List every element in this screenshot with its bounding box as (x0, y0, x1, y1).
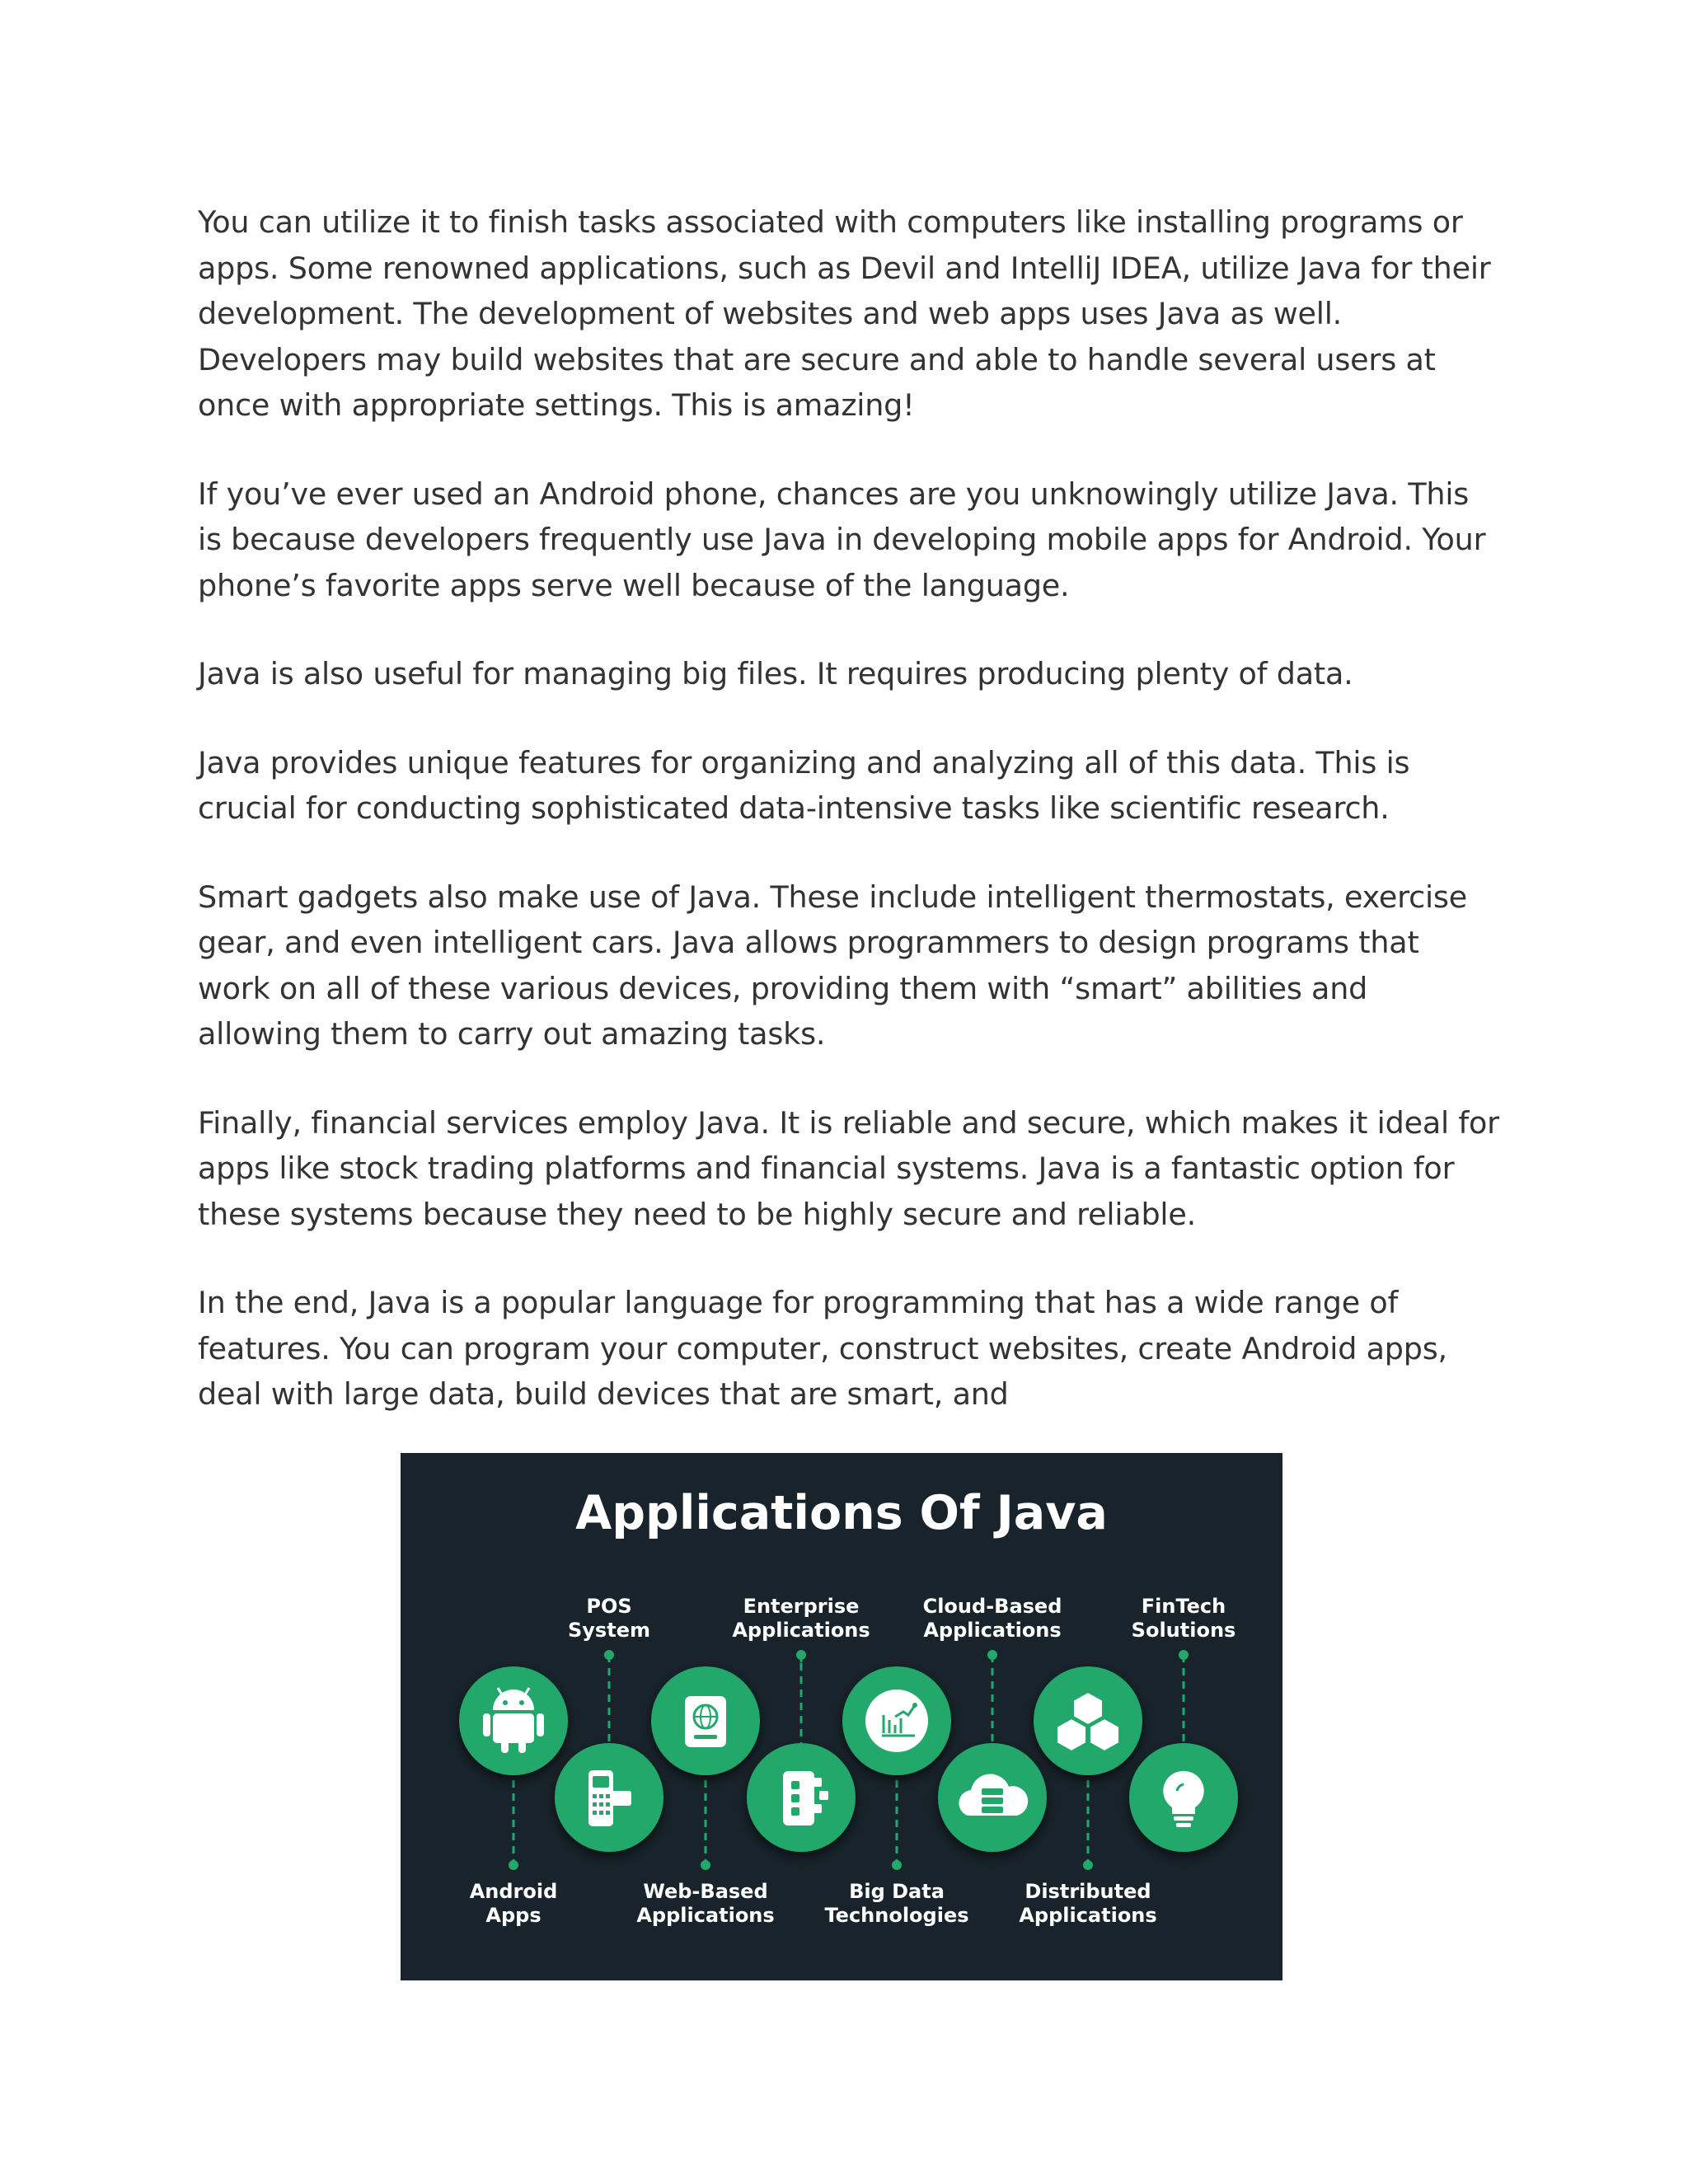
label-android-line2: Apps (485, 1904, 542, 1927)
bottom-labels (470, 1880, 1157, 1927)
label-enterprise-line1: Enterprise (743, 1595, 860, 1618)
paragraph-financial: Finally, financial services employ Java. It is reliable and secure, which makes it ideal for apps like stock trading platforms and financial systems. Java is a fantastic option for these systems because they need to be highly secure and reliable. (198, 1104, 1499, 1232)
node-android (459, 1666, 568, 1775)
label-web-line2: Applications (636, 1904, 775, 1927)
paragraph-android: If you’ve ever used an Android phone, chances are you unknowingly utilize Java. This is because developers frequently use Java in developing mobile apps for Android. Your phone’s favorite apps serve well because of the language. (198, 476, 1486, 603)
label-fintech-line2: Solutions (1131, 1619, 1236, 1642)
node-cloud (938, 1743, 1047, 1852)
label-bigdata-line2: Technologies (824, 1904, 969, 1927)
label-fintech-line1: FinTech (1141, 1595, 1226, 1618)
label-web-line1: Web-Based (643, 1880, 768, 1903)
label-cloud-line1: Cloud-Based (922, 1595, 1062, 1618)
label-pos-line1: POS (586, 1595, 632, 1618)
paragraph-smart-gadgets: Smart gadgets also make use of Java. These include intelligent thermostats, exercise gear, and even intelligent cars. Java allows programmers to design programs that work on all of these various devices, providing them with “smart” abilities and allowing them to carry out amazing tasks. (198, 879, 1467, 1052)
node-enterprise (747, 1743, 856, 1852)
node-big-data (842, 1666, 951, 1775)
top-labels (568, 1595, 1236, 1642)
label-android-line1: Android (469, 1880, 558, 1903)
paragraph-desktop-apps: You can utilize it to finish tasks associated with computers like installing programs or apps. Some renowned applications, such as Devil and IntelliJ IDEA, utilize Java for their development. The development of websites and web apps uses Java as well. Developers may build websites that are secure and able to handle several users at once with appropriate settings. This is amazing! (198, 204, 1491, 423)
label-enterprise-line2: Applications (732, 1619, 870, 1642)
node-fintech (1129, 1743, 1238, 1852)
label-pos-line2: System (568, 1619, 650, 1642)
article-body (198, 199, 1500, 1460)
paragraph-conclusion: In the end, Java is a popular language for programming that has a wide range of features. You can program your computer, construct websites, create Android apps, deal with large data, build devices that are smart, and (198, 1285, 1447, 1412)
applications-infographic (401, 1453, 1282, 1980)
data-chart-icon (865, 1690, 928, 1752)
web-app-icon (685, 1696, 726, 1747)
label-distributed-line2: Applications (1019, 1904, 1157, 1927)
infographic-title: Applications Of Java (575, 1486, 1108, 1540)
paragraph-big-files: Java is also useful for managing big files. It requires producing plenty of data. (198, 656, 1353, 691)
label-distributed-line1: Distributed (1025, 1880, 1151, 1903)
paragraph-data-analysis: Java provides unique features for organizing and analyzing all of this data. This is crucial for conducting sophisticated data-intensive tasks like scientific research. (198, 744, 1410, 826)
node-distributed (1034, 1666, 1142, 1775)
node-pos (555, 1743, 663, 1852)
node-web-based (651, 1666, 760, 1775)
label-cloud-line2: Applications (923, 1619, 1062, 1642)
label-bigdata-line1: Big Data (849, 1880, 945, 1903)
